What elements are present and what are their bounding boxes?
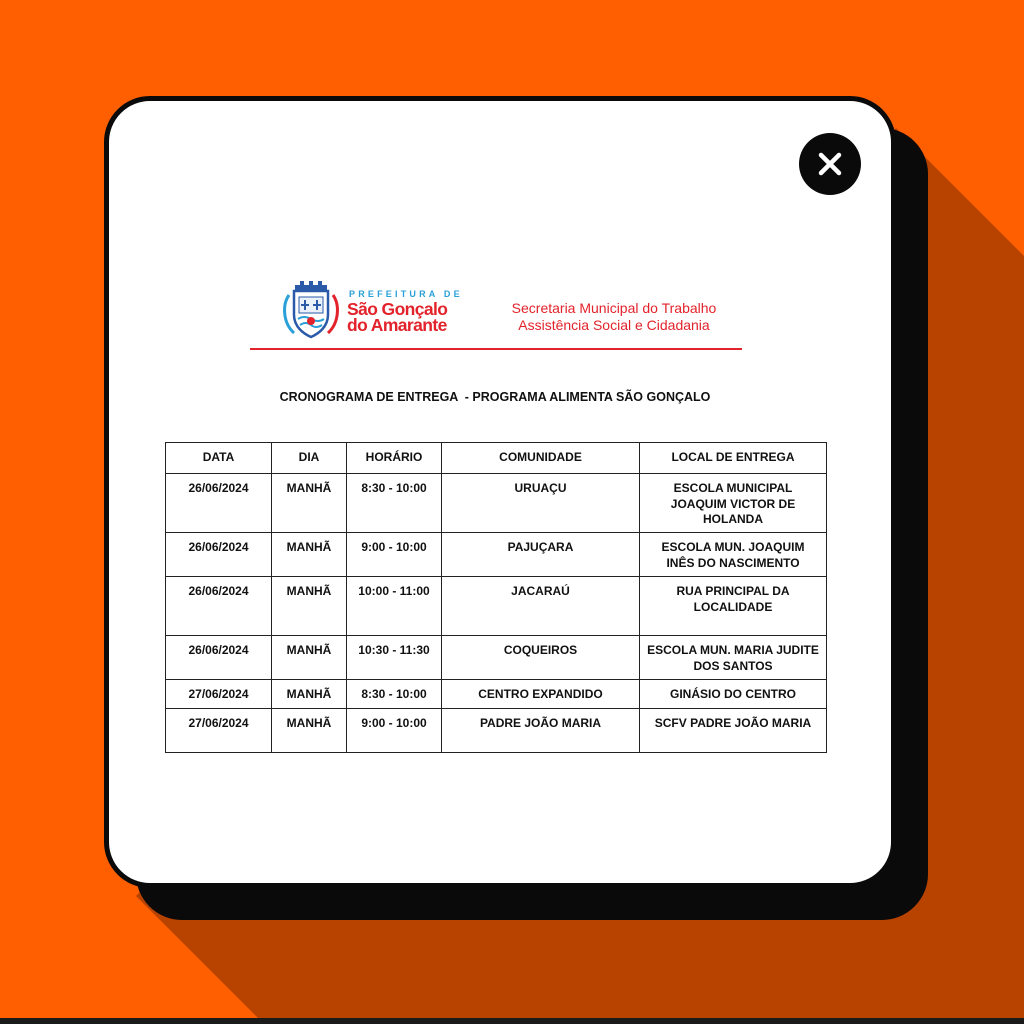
cell-local: GINÁSIO DO CENTRO xyxy=(640,680,827,709)
cell-horario: 9:00 - 10:00 xyxy=(347,533,442,577)
document-title: CRONOGRAMA DE ENTREGA - PROGRAMA ALIMENTA SÃO GONÇALO xyxy=(279,390,711,404)
cell-horario: 8:30 - 10:00 xyxy=(347,474,442,533)
cell-data: 26/06/2024 xyxy=(166,636,272,680)
table-row xyxy=(166,680,827,709)
table-row xyxy=(166,474,827,533)
cell-data: 27/06/2024 xyxy=(166,680,272,709)
close-button[interactable] xyxy=(799,133,861,195)
city-name-line-1: São Gonçalo xyxy=(347,299,448,319)
cell-data: 26/06/2024 xyxy=(166,533,272,577)
secretaria-line-1: Secretaria Municipal do Trabalho xyxy=(511,300,717,316)
header-divider xyxy=(250,348,742,350)
cell-comunidade: URUAÇU xyxy=(442,474,640,533)
cell-dia: MANHÃ xyxy=(272,474,347,533)
close-icon xyxy=(817,151,843,177)
table-row xyxy=(166,709,827,753)
cell-local: ESCOLA MUNICIPAL JOAQUIM VICTOR DE HOLANDA xyxy=(640,474,827,533)
schedule-table xyxy=(165,442,827,753)
cell-data: 27/06/2024 xyxy=(166,709,272,753)
cell-horario: 10:30 - 11:30 xyxy=(347,636,442,680)
cell-local: ESCOLA MUN. MARIA JUDITE DOS SANTOS xyxy=(640,636,827,680)
cell-data: 26/06/2024 xyxy=(166,474,272,533)
cell-dia: MANHÃ xyxy=(272,680,347,709)
cell-dia: MANHÃ xyxy=(272,577,347,636)
column-header-data: DATA xyxy=(166,443,272,474)
column-header-local: LOCAL DE ENTREGA xyxy=(640,443,827,474)
cell-dia: MANHÃ xyxy=(272,709,347,753)
city-name-line-2: do Amarante xyxy=(347,315,447,335)
column-header-comunidade: COMUNIDADE xyxy=(442,443,640,474)
cell-comunidade: PAJUÇARA xyxy=(442,533,640,577)
cell-horario: 8:30 - 10:00 xyxy=(347,680,442,709)
table-row xyxy=(166,636,827,680)
cell-comunidade: PADRE JOÃO MARIA xyxy=(442,709,640,753)
city-name xyxy=(347,301,447,333)
city-coat-of-arms-icon xyxy=(280,279,342,339)
column-header-dia: DIA xyxy=(272,443,347,474)
cell-data: 26/06/2024 xyxy=(166,577,272,636)
cell-horario: 10:00 - 11:00 xyxy=(347,577,442,636)
bottom-bar xyxy=(0,1018,1024,1024)
cell-comunidade: CENTRO EXPANDIDO xyxy=(442,680,640,709)
column-header-horario: HORÁRIO xyxy=(347,443,442,474)
cell-comunidade: JACARAÚ xyxy=(442,577,640,636)
cell-dia: MANHÃ xyxy=(272,636,347,680)
cell-comunidade: COQUEIROS xyxy=(442,636,640,680)
cell-horario: 9:00 - 10:00 xyxy=(347,709,442,753)
table-row xyxy=(166,577,827,636)
cell-local: RUA PRINCIPAL DA LOCALIDADE xyxy=(640,577,827,636)
cell-dia: MANHÃ xyxy=(272,533,347,577)
table-row xyxy=(166,533,827,577)
cell-local: ESCOLA MUN. JOAQUIM INÊS DO NASCIMENTO xyxy=(640,533,827,577)
prefeitura-label: PREFEITURA DE xyxy=(349,289,463,299)
secretaria-name xyxy=(480,300,748,334)
table-header-row xyxy=(166,443,827,474)
cell-local: SCFV PADRE JOÃO MARIA xyxy=(640,709,827,753)
secretaria-line-2: Assistência Social e Cidadania xyxy=(518,317,710,333)
